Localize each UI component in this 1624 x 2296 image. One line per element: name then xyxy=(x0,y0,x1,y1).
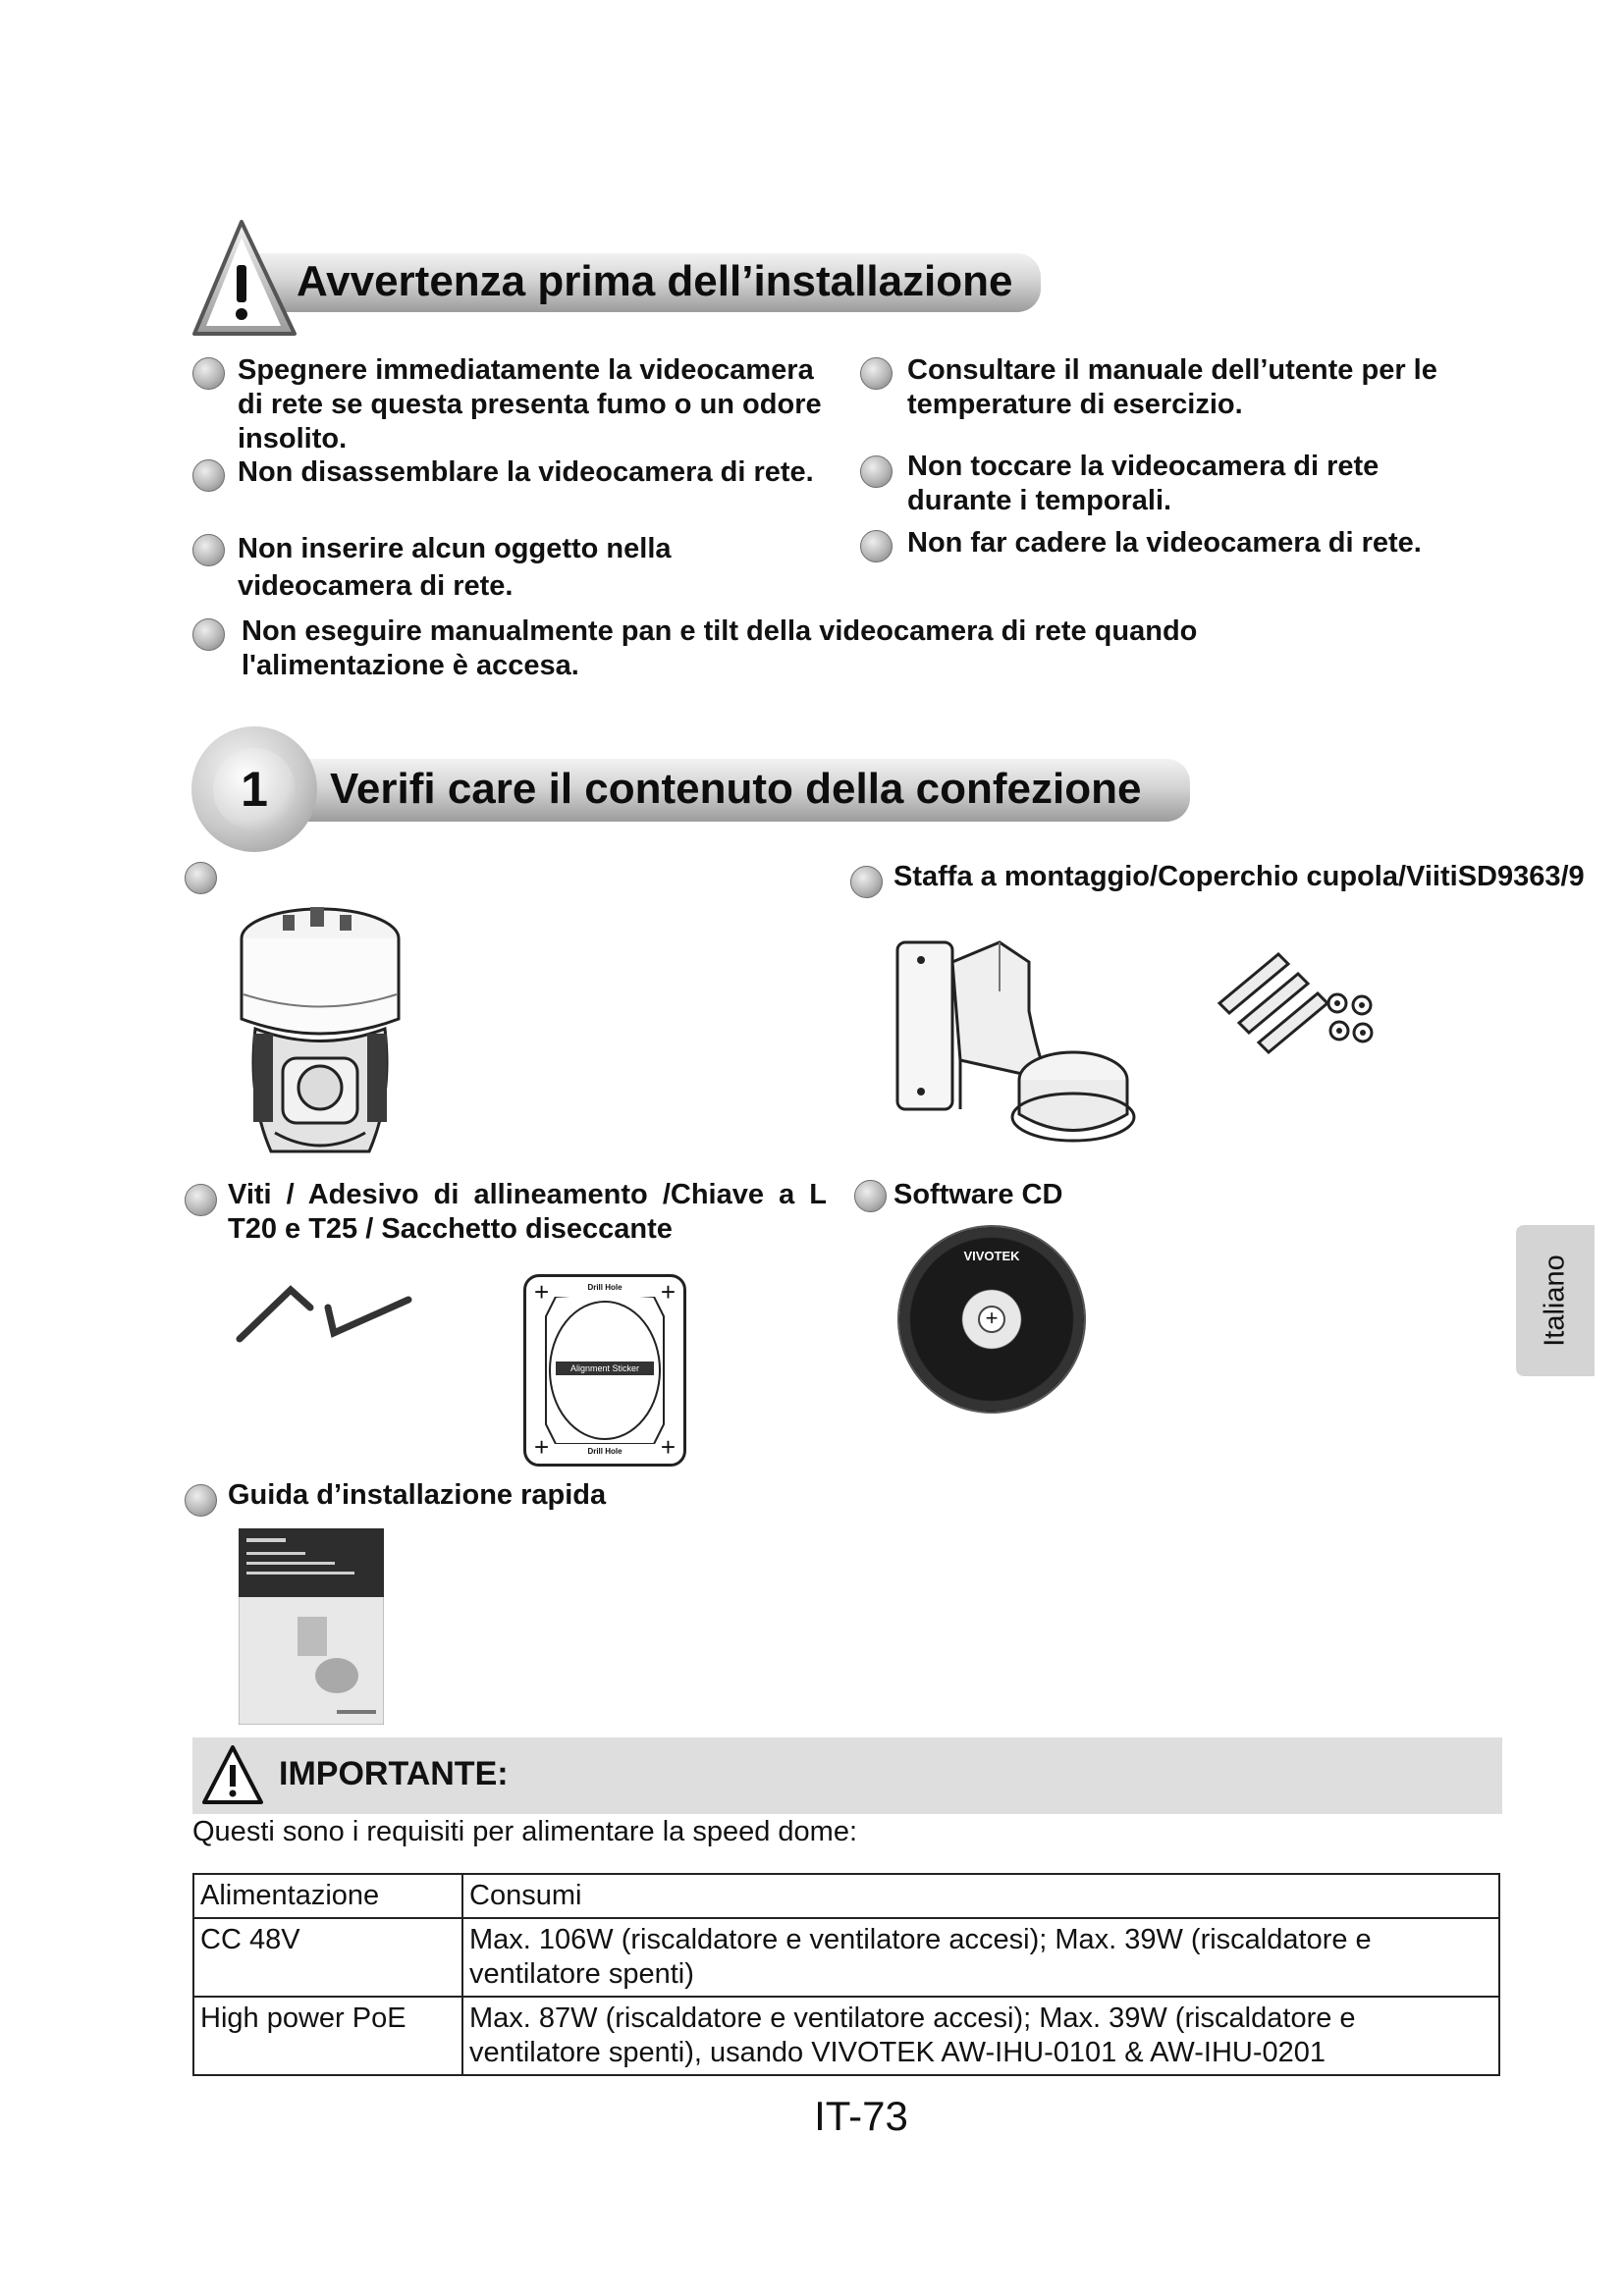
table-header-cell: Alimentazione xyxy=(193,1874,462,1918)
warning-triangle-icon xyxy=(200,1743,265,1806)
important-title: IMPORTANTE: xyxy=(279,1755,509,1792)
important-box xyxy=(192,1737,1502,1814)
software-label: Software CD xyxy=(893,1179,1063,1210)
table-cell: Max. 87W (riscaldatore e ventilatore accesi); Max. 39W (riscaldatore e ventilatore spenti), usando VIVOTEK AW-IHU-0101 & AW-IHU-0201 xyxy=(462,1997,1499,2075)
warning-title: Avvertenza prima dell’installazione xyxy=(297,257,1013,305)
bullet-icon xyxy=(860,357,893,390)
table-cell: High power PoE xyxy=(193,1997,462,2075)
page-number: IT-73 xyxy=(814,2093,908,2139)
crosshair-icon: + xyxy=(660,1277,676,1307)
drill-hole-mark: Drill Hole xyxy=(587,1283,623,1292)
bullet-icon xyxy=(185,1184,217,1216)
table-cell: Max. 106W (riscaldatore e ventilatore accesi); Max. 39W (riscaldatore e ventilatore spenti) xyxy=(462,1918,1499,1997)
table-header-row xyxy=(193,1874,1499,1918)
guide-label: Guida d’installazione rapida xyxy=(228,1479,607,1511)
crosshair-icon: + xyxy=(534,1432,550,1462)
warning-item: Non eseguire manualmente pan e tilt della videocamera di rete quando l'alimentazione è accesa. xyxy=(242,615,1198,681)
warning-item: Non inserire alcun oggetto nella videocamera di rete. xyxy=(238,533,672,602)
bullet-icon xyxy=(192,357,225,390)
bullet-icon xyxy=(192,618,225,651)
l-key-wrenches-image xyxy=(232,1278,418,1357)
cd-brand: VIVOTEK xyxy=(963,1249,1020,1263)
quick-guide-image xyxy=(239,1528,384,1725)
wall-bracket-image xyxy=(892,923,1137,1158)
power-requirements-table xyxy=(192,1873,1500,2076)
crosshair-icon: + xyxy=(660,1432,676,1462)
crosshair-icon: + xyxy=(534,1277,550,1307)
bracket-label: Staffa a montaggio/Coperchio cupola/ViitiSD9363/9 xyxy=(893,861,1585,892)
table-row xyxy=(193,1997,1499,2075)
language-side-tab xyxy=(1516,1225,1595,1376)
sticker-label: Alignment Sticker xyxy=(556,1362,654,1375)
table-header-cell: Consumi xyxy=(462,1874,1499,1918)
bullet-icon xyxy=(192,459,225,492)
bullet-icon xyxy=(192,534,225,566)
alignment-sticker-image xyxy=(523,1274,686,1467)
bullet-icon xyxy=(860,455,893,488)
screws-label: Viti / Adesivo di allineamento /Chiave a L T20 e T25 / Sacchetto diseccante xyxy=(228,1179,827,1245)
table-cell: CC 48V xyxy=(193,1918,462,1997)
drill-hole-mark: Drill Hole xyxy=(587,1447,623,1456)
warning-triangle-icon xyxy=(190,216,300,342)
bullet-icon xyxy=(860,530,893,562)
warning-item: Spegnere immediatamente la videocamera di rete se questa presenta fumo o un odore insolito. xyxy=(238,354,822,454)
speed-dome-camera-image xyxy=(232,901,408,1166)
table-row xyxy=(193,1918,1499,1997)
bullet-icon xyxy=(850,866,883,898)
warning-item: Consultare il manuale dell’utente per le temperature di esercizio. xyxy=(907,354,1437,420)
bullet-icon xyxy=(854,1180,887,1212)
screws-image xyxy=(1210,944,1386,1062)
warning-item: Non toccare la videocamera di rete durante i temporali. xyxy=(907,451,1380,516)
language-tab-label: Italiano xyxy=(1539,1255,1571,1347)
package-title: Verifi care il contenuto della confezione xyxy=(330,765,1142,813)
bullet-icon xyxy=(185,862,217,894)
warning-item: Non disassemblare la videocamera di rete. xyxy=(238,456,814,488)
important-intro: Questi sono i requisiti per alimentare la speed dome: xyxy=(192,1816,858,1847)
cd-hole-icon: + xyxy=(978,1306,1005,1333)
step-number-badge: 1 xyxy=(191,726,317,852)
bullet-icon xyxy=(185,1484,217,1517)
warning-item: Non far cadere la videocamera di rete. xyxy=(907,527,1422,559)
software-cd-image xyxy=(899,1227,1084,1412)
